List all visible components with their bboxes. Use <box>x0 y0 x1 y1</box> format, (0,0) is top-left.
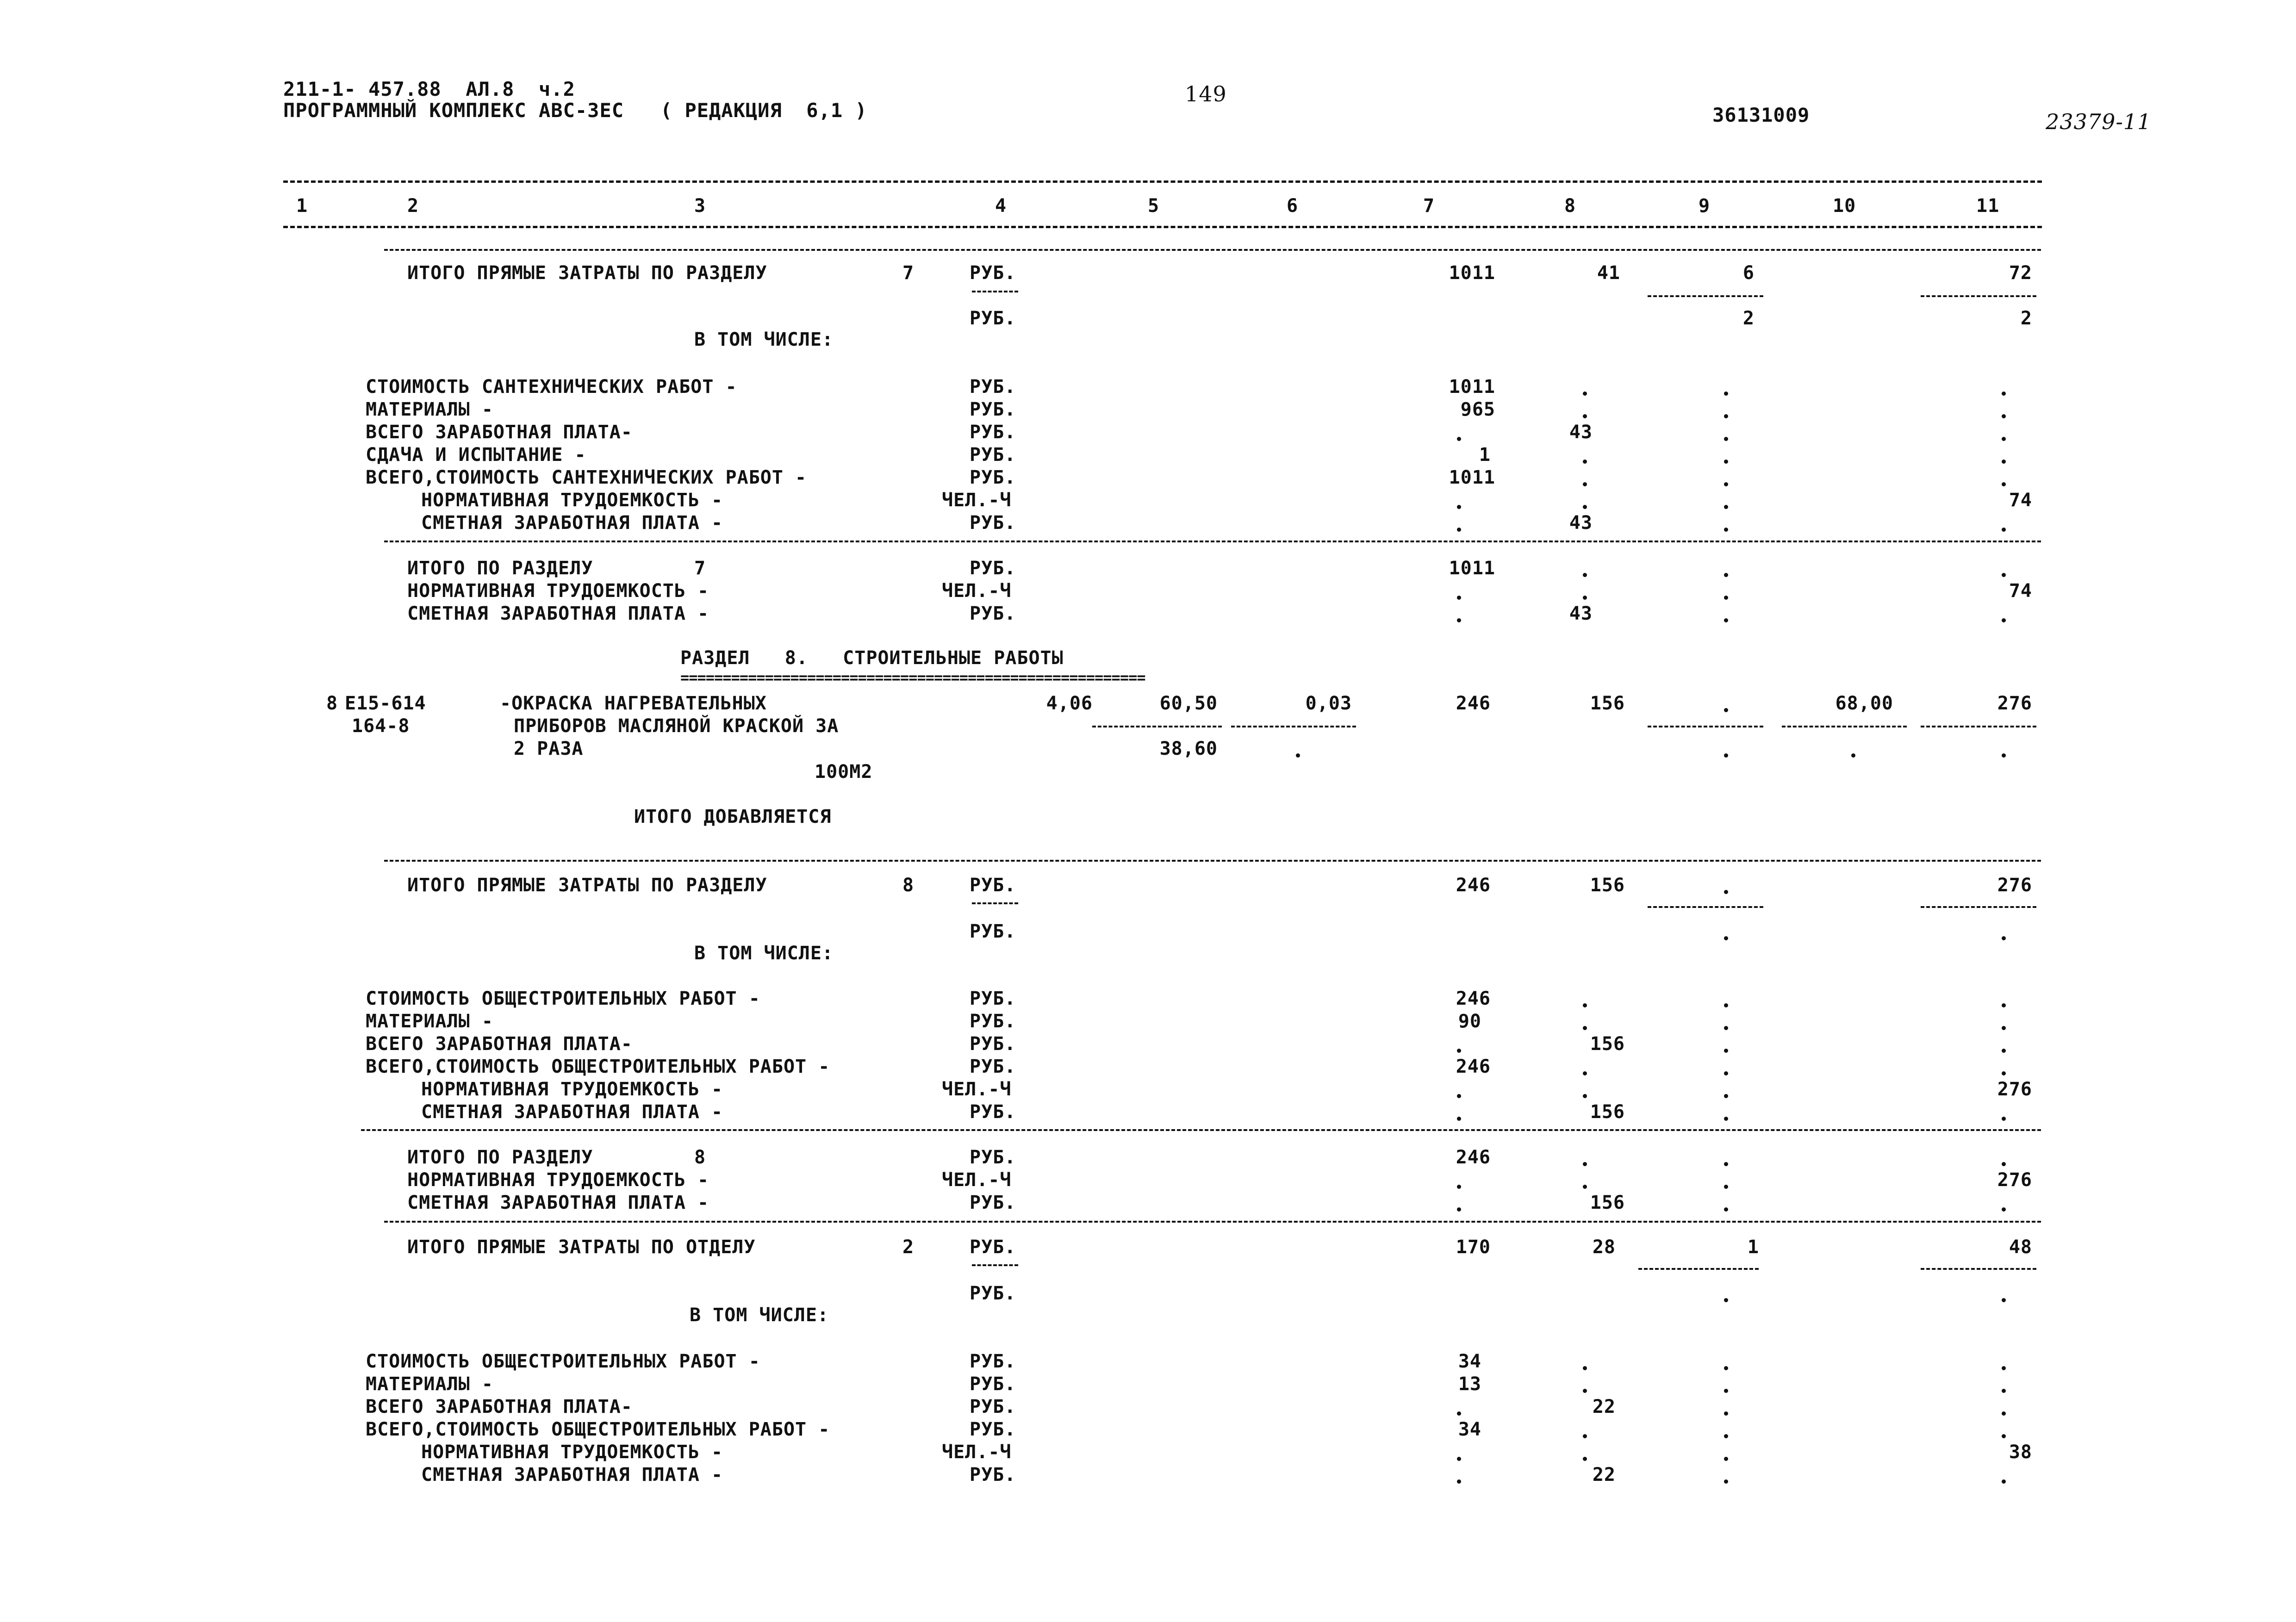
cell-col7: 246 <box>1456 1147 1491 1168</box>
row-label: СТОИМОСТЬ ОБЩЕСТРОИТЕЛЬНЫХ РАБОТ - <box>366 1351 760 1372</box>
unit-cell: РУБ. <box>970 1351 1016 1372</box>
col-header-4: 4 <box>995 195 1007 217</box>
row-label: НОРМАТИВНАЯ ТРУДОЕМКОСТЬ - <box>407 1169 709 1191</box>
row-label: ИТОГО ПО РАЗДЕЛУ <box>407 1147 593 1168</box>
sub-rule <box>1648 906 1763 908</box>
sub-rule <box>1648 726 1763 727</box>
empty-cell-dot <box>1457 1411 1461 1416</box>
cell-col11: 276 <box>1997 1169 2032 1191</box>
empty-cell-dot <box>1724 437 1728 441</box>
subheading: ИТОГО ДОБАВЛЯЕТСЯ <box>634 806 832 827</box>
cell-col11: 74 <box>2009 580 2032 602</box>
empty-cell-dot <box>1583 1366 1587 1370</box>
cell-col7: 965 <box>1460 399 1495 420</box>
document-code: 36131009 <box>1712 104 1810 126</box>
empty-cell-dot <box>1457 1094 1461 1098</box>
empty-cell-dot <box>2002 1162 2006 1166</box>
cell-col4: 4,06 <box>1046 693 1093 714</box>
cell-col11: 38 <box>2009 1442 2032 1463</box>
row-label: СМЕТНАЯ ЗАРАБОТНАЯ ПЛАТА - <box>421 1101 723 1123</box>
cell-col8: 156 <box>1590 875 1625 896</box>
empty-cell-dot <box>2002 414 2006 418</box>
unit-cell: РУБ. <box>970 1237 1016 1258</box>
empty-cell-dot <box>2002 1479 2006 1484</box>
unit-cell: ЧЕЛ.-Ч <box>942 1079 1012 1100</box>
cell-col11: 276 <box>1997 693 2032 714</box>
cell-col8: 156 <box>1590 693 1625 714</box>
empty-cell-dot <box>1724 1298 1728 1302</box>
sub-rule <box>1921 1268 2036 1270</box>
empty-cell-dot <box>1724 1434 1728 1438</box>
cell-col7: 246 <box>1456 1056 1491 1077</box>
cell-col11: 276 <box>1997 1079 2032 1100</box>
unit-cell: РУБ. <box>970 1373 1016 1395</box>
sub-rule <box>1921 295 2036 297</box>
row-label: ИТОГО ПРЯМЫЕ ЗАТРАТЫ ПО РАЗДЕЛУ <box>407 262 767 284</box>
empty-cell-dot <box>1724 573 1728 577</box>
unit-cell: РУБ. <box>970 603 1016 624</box>
cell-col8: 41 <box>1597 262 1620 284</box>
empty-cell-dot <box>1457 1207 1461 1212</box>
cell-col9: 6 <box>1742 262 1755 284</box>
unit-cell: РУБ. <box>970 558 1016 579</box>
empty-cell-dot <box>2002 392 2006 396</box>
unit-cell: РУБ. <box>970 422 1016 443</box>
empty-cell-dot <box>1724 1479 1728 1484</box>
row-label: МАТЕРИАЛЫ - <box>366 1373 493 1395</box>
program-title: ПРОГРАММНЫЙ КОМПЛЕКС АВС-3ЕС ( РЕДАКЦИЯ 6,1 ) <box>283 99 867 122</box>
unit-cell: ЧЕЛ.-Ч <box>942 490 1012 511</box>
empty-cell-dot <box>2002 1071 2006 1075</box>
cell-col10: 68,00 <box>1835 693 1893 714</box>
cell-col8: 156 <box>1590 1192 1625 1213</box>
empty-cell-dot <box>1583 1026 1587 1030</box>
empty-cell-dot <box>1583 1094 1587 1098</box>
cell-col8: 43 <box>1569 422 1593 443</box>
unit-cell: РУБ. <box>970 262 1016 284</box>
empty-cell-dot <box>2002 1049 2006 1053</box>
row-label: ИТОГО ПРЯМЫЕ ЗАТРАТЫ ПО ОТДЕЛУ <box>407 1237 756 1258</box>
col-header-2: 2 <box>407 195 419 217</box>
cell-col8: 43 <box>1569 603 1593 624</box>
cell-col5: 60,50 <box>1159 693 1218 714</box>
row-number: 7 <box>694 558 706 579</box>
cell-col8: 22 <box>1592 1464 1616 1485</box>
row-label: МАТЕРИАЛЫ - <box>366 399 493 420</box>
empty-cell-dot <box>2002 618 2006 622</box>
sub-rule <box>1638 1268 1759 1270</box>
empty-cell-dot <box>1457 1479 1461 1484</box>
empty-cell-dot <box>1724 708 1728 712</box>
cell-col8: 28 <box>1592 1237 1616 1258</box>
empty-cell-dot <box>2002 753 2006 758</box>
empty-cell-dot <box>1724 936 1728 940</box>
unit-cell: РУБ. <box>970 467 1016 488</box>
col-header-7: 7 <box>1423 195 1435 217</box>
row-label: ВСЕГО,СТОИМОСТЬ ОБЩЕСТРОИТЕЛЬНЫХ РАБОТ - <box>366 1056 830 1077</box>
rate-code: 164-8 <box>352 715 410 737</box>
empty-cell-dot <box>1724 1094 1728 1098</box>
empty-cell-dot <box>1724 596 1728 600</box>
unit-cell: РУБ. <box>970 875 1016 896</box>
empty-cell-dot <box>2002 1411 2006 1416</box>
empty-cell-dot <box>1583 596 1587 600</box>
cell-col11: 74 <box>2009 490 2032 511</box>
sub-rule <box>1231 726 1356 727</box>
row-label: СТОИМОСТЬ ОБЩЕСТРОИТЕЛЬНЫХ РАБОТ - <box>366 988 760 1009</box>
section-title: РАЗДЕЛ 8. СТРОИТЕЛЬНЫЕ РАБОТЫ <box>680 647 1064 669</box>
empty-cell-dot <box>1583 1434 1587 1438</box>
unit-cell: РУБ. <box>970 308 1016 329</box>
empty-cell-dot <box>1457 437 1461 441</box>
sub-rule <box>1092 726 1222 727</box>
row-rule <box>384 541 2041 542</box>
col-header-5: 5 <box>1148 195 1160 217</box>
row-rule <box>384 860 2041 862</box>
cell-col7: 34 <box>1458 1351 1481 1372</box>
row-label: ВСЕГО ЗАРАБОТНАЯ ПЛАТА- <box>366 422 633 443</box>
empty-cell-dot <box>1583 460 1587 464</box>
subheading: В ТОМ ЧИСЛЕ: <box>694 329 834 350</box>
empty-cell-dot <box>1583 573 1587 577</box>
cell-col7: 90 <box>1458 1011 1481 1032</box>
unit-cell: 100М2 <box>815 761 873 783</box>
unit-cell: РУБ. <box>970 399 1016 420</box>
header-bottom-rule <box>283 226 2042 228</box>
doc-code: 211-1- 457.88 АЛ.8 ч.2 <box>283 78 575 100</box>
empty-cell-dot <box>1457 528 1461 532</box>
unit-cell: РУБ. <box>970 921 1016 942</box>
sub-rule <box>1921 726 2036 727</box>
cell-col11: 276 <box>1997 875 2032 896</box>
empty-cell-dot <box>1724 618 1728 622</box>
unit-cell: РУБ. <box>970 1056 1016 1077</box>
cell-col7: 170 <box>1456 1237 1491 1258</box>
unit-cell: ЧЕЛ.-Ч <box>942 1169 1012 1191</box>
cell-col11: 2 <box>2020 308 2032 329</box>
empty-cell-dot <box>1724 1411 1728 1416</box>
empty-cell-dot <box>1583 1457 1587 1461</box>
unit-cell: РУБ. <box>970 444 1016 466</box>
cell-col8: 156 <box>1590 1101 1625 1123</box>
empty-cell-dot <box>1724 1162 1728 1166</box>
row-label: СМЕТНАЯ ЗАРАБОТНАЯ ПЛАТА - <box>421 512 723 534</box>
empty-cell-dot <box>2002 1117 2006 1121</box>
sub-rule <box>972 1264 1018 1266</box>
row-label: НОРМАТИВНАЯ ТРУДОЕМКОСТЬ - <box>421 490 723 511</box>
row-label: НОРМАТИВНАЯ ТРУДОЕМКОСТЬ - <box>421 1442 723 1463</box>
row-label: ВСЕГО,СТОИМОСТЬ САНТЕХНИЧЕСКИХ РАБОТ - <box>366 467 807 488</box>
row-rule <box>384 1221 2041 1223</box>
row-label: НОРМАТИВНАЯ ТРУДОЕМКОСТЬ - <box>407 580 709 602</box>
empty-cell-dot <box>2002 482 2006 486</box>
col-header-8: 8 <box>1564 195 1576 217</box>
cell-col7: 1011 <box>1449 376 1495 398</box>
unit-cell: РУБ. <box>970 1283 1016 1304</box>
rate-code: Е15-614 <box>345 693 426 714</box>
col-header-1: 1 <box>296 195 308 217</box>
empty-cell-dot <box>1457 618 1461 622</box>
row-number: 8 <box>902 875 915 896</box>
empty-cell-dot <box>2002 1026 2006 1030</box>
empty-cell-dot <box>2002 573 2006 577</box>
row-label: МАТЕРИАЛЫ - <box>366 1011 493 1032</box>
empty-cell-dot <box>1583 1003 1587 1007</box>
empty-cell-dot <box>1724 1049 1728 1053</box>
cell-col6: 0,03 <box>1305 693 1352 714</box>
cell-col5: 38,60 <box>1159 738 1218 759</box>
unit-cell: РУБ. <box>970 376 1016 398</box>
empty-cell-dot <box>1724 1207 1728 1212</box>
cell-col11: 48 <box>2009 1237 2032 1258</box>
table-top-rule <box>283 180 2042 183</box>
cell-col7: 1011 <box>1449 262 1495 284</box>
unit-cell: РУБ. <box>970 1396 1016 1417</box>
work-description: ПРИБОРОВ МАСЛЯНОЙ КРАСКОЙ ЗА <box>514 715 839 737</box>
empty-cell-dot <box>1724 392 1728 396</box>
cell-col8: 156 <box>1590 1033 1625 1055</box>
empty-cell-dot <box>1724 753 1728 758</box>
empty-cell-dot <box>1457 596 1461 600</box>
empty-cell-dot <box>1457 1049 1461 1053</box>
empty-cell-dot <box>1724 414 1728 418</box>
row-label: СДАЧА И ИСПЫТАНИЕ - <box>366 444 586 466</box>
unit-cell: РУБ. <box>970 1464 1016 1485</box>
row-label: ВСЕГО ЗАРАБОТНАЯ ПЛАТА- <box>366 1396 633 1417</box>
unit-cell: РУБ. <box>970 1147 1016 1168</box>
row-label: ИТОГО ПО РАЗДЕЛУ <box>407 558 593 579</box>
empty-cell-dot <box>1457 1457 1461 1461</box>
row-number: 2 <box>902 1237 915 1258</box>
row-label: СТОИМОСТЬ САНТЕХНИЧЕСКИХ РАБОТ - <box>366 376 737 398</box>
sub-rule <box>972 291 1018 292</box>
cell-col7: 246 <box>1456 693 1491 714</box>
section-underline: ======================================================= <box>680 669 1145 686</box>
sub-rule <box>1782 726 1907 727</box>
page-number: 149 <box>1185 81 1227 106</box>
empty-cell-dot <box>1851 753 1855 758</box>
col-header-9: 9 <box>1699 195 1711 217</box>
empty-cell-dot <box>2002 1434 2006 1438</box>
row-label: СМЕТНАЯ ЗАРАБОТНАЯ ПЛАТА - <box>421 1464 723 1485</box>
row-rule <box>384 249 2041 251</box>
unit-cell: РУБ. <box>970 512 1016 534</box>
empty-cell-dot <box>2002 460 2006 464</box>
cell-col8: 43 <box>1569 512 1593 534</box>
empty-cell-dot <box>1583 392 1587 396</box>
col-header-11: 11 <box>1976 195 2000 217</box>
empty-cell-dot <box>1724 1457 1728 1461</box>
unit-cell: РУБ. <box>970 1033 1016 1055</box>
unit-cell: ЧЕЛ.-Ч <box>942 1442 1012 1463</box>
empty-cell-dot <box>1583 1071 1587 1075</box>
sub-rule <box>972 902 1018 904</box>
cell-col9: 1 <box>1747 1237 1759 1258</box>
empty-cell-dot <box>1724 1026 1728 1030</box>
row-number: 8 <box>694 1147 706 1168</box>
cell-col7: 246 <box>1456 988 1491 1009</box>
empty-cell-dot <box>1724 1389 1728 1393</box>
empty-cell-dot <box>2002 1207 2006 1212</box>
cell-col11: 72 <box>2009 262 2032 284</box>
cell-col9: 2 <box>1742 308 1755 329</box>
empty-cell-dot <box>1583 1162 1587 1166</box>
empty-cell-dot <box>2002 1366 2006 1370</box>
handwritten-note: 23379-11 <box>2046 109 2152 134</box>
unit-cell: ЧЕЛ.-Ч <box>942 580 1012 602</box>
row-label: СМЕТНАЯ ЗАРАБОТНАЯ ПЛАТА - <box>407 1192 709 1213</box>
unit-cell: РУБ. <box>970 1419 1016 1440</box>
cell-col7: 246 <box>1456 875 1491 896</box>
row-rule <box>361 1129 2041 1131</box>
row-number: 7 <box>902 262 915 284</box>
empty-cell-dot <box>1724 1117 1728 1121</box>
empty-cell-dot <box>1457 505 1461 509</box>
empty-cell-dot <box>2002 1298 2006 1302</box>
empty-cell-dot <box>2002 1003 2006 1007</box>
col-header-6: 6 <box>1287 195 1299 217</box>
row-label: ВСЕГО ЗАРАБОТНАЯ ПЛАТА- <box>366 1033 633 1055</box>
row-label: СМЕТНАЯ ЗАРАБОТНАЯ ПЛАТА - <box>407 603 709 624</box>
unit-cell: РУБ. <box>970 1192 1016 1213</box>
row-label: НОРМАТИВНАЯ ТРУДОЕМКОСТЬ - <box>421 1079 723 1100</box>
cell-col8: 22 <box>1592 1396 1616 1417</box>
col-header-3: 3 <box>694 195 706 217</box>
empty-cell-dot <box>2002 437 2006 441</box>
empty-cell-dot <box>1724 1366 1728 1370</box>
empty-cell-dot <box>2002 936 2006 940</box>
empty-cell-dot <box>1583 482 1587 486</box>
cell-col7: 13 <box>1458 1373 1481 1395</box>
empty-cell-dot <box>1724 1071 1728 1075</box>
empty-cell-dot <box>1583 414 1587 418</box>
empty-cell-dot <box>2002 528 2006 532</box>
work-description: 2 РАЗА <box>514 738 584 759</box>
empty-cell-dot <box>1583 1185 1587 1189</box>
empty-cell-dot <box>1724 1185 1728 1189</box>
empty-cell-dot <box>1724 1003 1728 1007</box>
unit-cell: РУБ. <box>970 1101 1016 1123</box>
unit-cell: РУБ. <box>970 1011 1016 1032</box>
empty-cell-dot <box>1724 890 1728 894</box>
cell-col7: 1011 <box>1449 558 1495 579</box>
cell-col7: 34 <box>1458 1419 1481 1440</box>
col-header-10: 10 <box>1833 195 1856 217</box>
empty-cell-dot <box>1583 505 1587 509</box>
empty-cell-dot <box>1457 1185 1461 1189</box>
cell-col7: 1011 <box>1449 467 1495 488</box>
empty-cell-dot <box>1724 505 1728 509</box>
row-label: ВСЕГО,СТОИМОСТЬ ОБЩЕСТРОИТЕЛЬНЫХ РАБОТ - <box>366 1419 830 1440</box>
position-number: 8 <box>326 693 338 714</box>
sub-rule <box>1648 295 1763 297</box>
empty-cell-dot <box>2002 1389 2006 1393</box>
empty-cell-dot <box>1724 482 1728 486</box>
unit-cell: РУБ. <box>970 988 1016 1009</box>
empty-cell-dot <box>1724 460 1728 464</box>
empty-cell-dot <box>1583 1389 1587 1393</box>
subheading: В ТОМ ЧИСЛЕ: <box>694 943 834 964</box>
cell-col7: 1 <box>1479 444 1491 466</box>
empty-cell-dot <box>1724 528 1728 532</box>
sub-rule <box>1921 906 2036 908</box>
row-label: ИТОГО ПРЯМЫЕ ЗАТРАТЫ ПО РАЗДЕЛУ <box>407 875 767 896</box>
empty-cell-dot <box>1296 753 1300 758</box>
work-description: -ОКРАСКА НАГРЕВАТЕЛЬНЫХ <box>500 693 767 714</box>
subheading: В ТОМ ЧИСЛЕ: <box>690 1305 829 1326</box>
empty-cell-dot <box>1457 1117 1461 1121</box>
